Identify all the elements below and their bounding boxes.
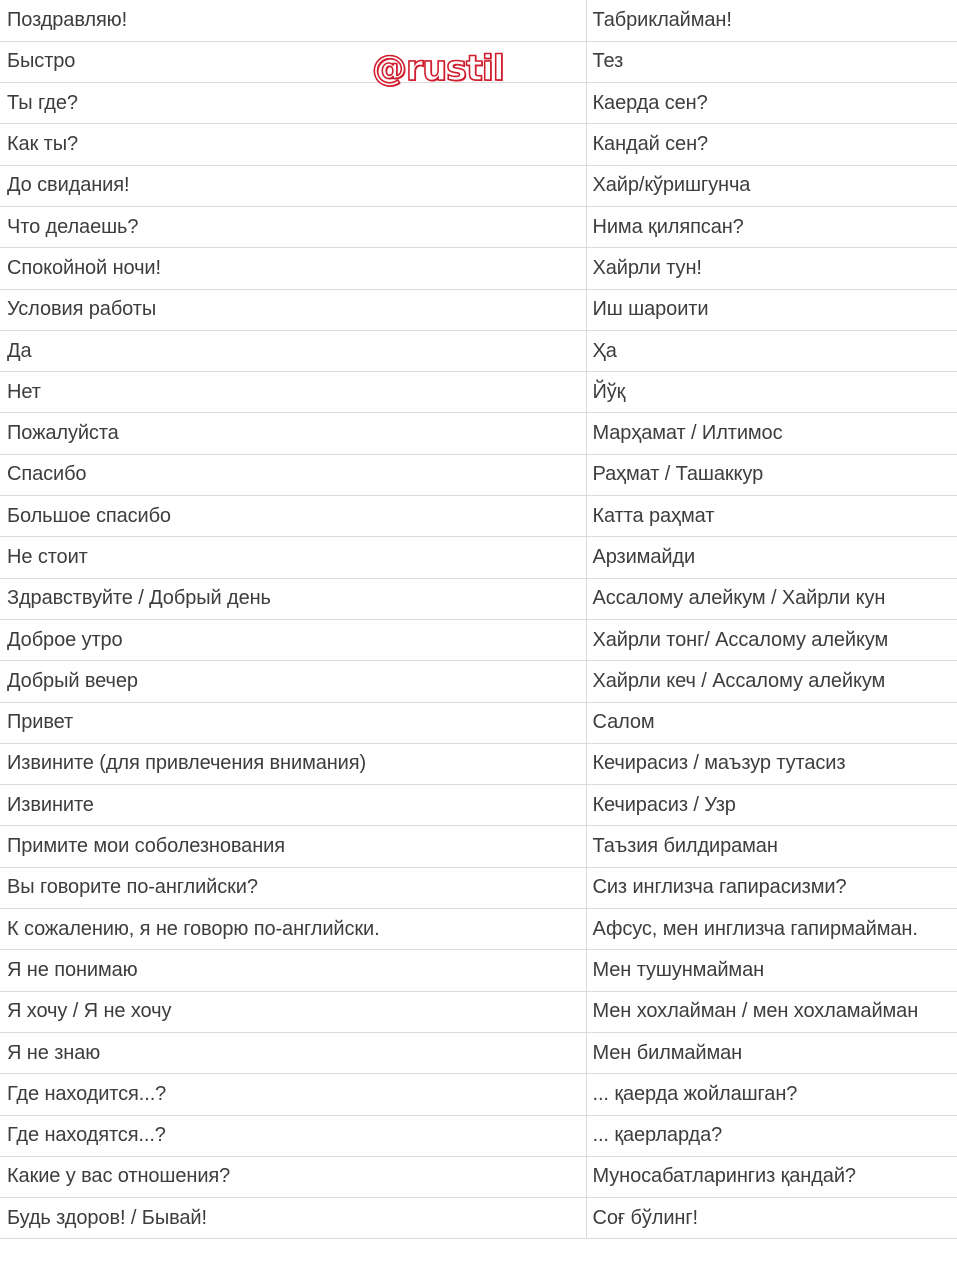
russian-phrase: Доброе утро — [0, 619, 586, 660]
russian-phrase: Да — [0, 330, 586, 371]
watermark: @rustil — [372, 49, 504, 89]
uzbek-phrase: Кечирасиз / маъзур тутасиз — [586, 743, 957, 784]
table-row — [0, 454, 957, 495]
table-row — [0, 1115, 957, 1156]
table-row — [0, 41, 957, 82]
uzbek-phrase: Таъзия билдираман — [586, 826, 957, 867]
table-row — [0, 372, 957, 413]
uzbek-phrase: Муносабатларингиз қандай? — [586, 1156, 957, 1197]
table-row — [0, 702, 957, 743]
russian-phrase: Какие у вас отношения? — [0, 1156, 586, 1197]
uzbek-phrase: Тез — [586, 41, 957, 82]
uzbek-phrase: Ассалому алейкум / Хайрли кун — [586, 578, 957, 619]
uzbek-phrase: Ҳа — [586, 330, 957, 371]
uzbek-phrase: Хайрли тун! — [586, 248, 957, 289]
table-row — [0, 1032, 957, 1073]
russian-phrase: Привет — [0, 702, 586, 743]
uzbek-phrase: Иш шароити — [586, 289, 957, 330]
uzbek-phrase: Сиз инглизча гапирасизми? — [586, 867, 957, 908]
russian-phrase: Будь здоров! / Бывай! — [0, 1198, 586, 1239]
table-row — [0, 950, 957, 991]
uzbek-phrase: Хайрли тонг/ Ассалому алейкум — [586, 619, 957, 660]
uzbek-phrase: Мен хохлайман / мен хохламайман — [586, 991, 957, 1032]
russian-phrase: Я хочу / Я не хочу — [0, 991, 586, 1032]
table-row — [0, 330, 957, 371]
uzbek-phrase: Афсус, мен инглизча гапирмайман. — [586, 909, 957, 950]
russian-phrase: Извините — [0, 785, 586, 826]
table-row — [0, 661, 957, 702]
russian-phrase: Я не понимаю — [0, 950, 586, 991]
table-row — [0, 83, 957, 124]
russian-phrase: Где находятся...? — [0, 1115, 586, 1156]
uzbek-phrase: Раҳмат / Ташаккур — [586, 454, 957, 495]
russian-phrase: К сожалению, я не говорю по-английски. — [0, 909, 586, 950]
table-row — [0, 0, 957, 41]
uzbek-phrase: Каерда сен? — [586, 83, 957, 124]
russian-phrase: Здравствуйте / Добрый день — [0, 578, 586, 619]
table-row — [0, 537, 957, 578]
uzbek-phrase: Йўқ — [586, 372, 957, 413]
table-row — [0, 578, 957, 619]
uzbek-phrase: Мен билмайман — [586, 1032, 957, 1073]
table-row — [0, 867, 957, 908]
russian-phrase: Что делаешь? — [0, 206, 586, 247]
russian-phrase: Пожалуйста — [0, 413, 586, 454]
table-row — [0, 619, 957, 660]
table-row — [0, 1156, 957, 1197]
uzbek-phrase: Хайр/кўришгунча — [586, 165, 957, 206]
table-row — [0, 206, 957, 247]
russian-phrase: Вы говорите по-английски? — [0, 867, 586, 908]
russian-phrase: Я не знаю — [0, 1032, 586, 1073]
uzbek-phrase: Хайрли кеч / Ассалому алейкум — [586, 661, 957, 702]
table-row — [0, 165, 957, 206]
uzbek-phrase: Кандай сен? — [586, 124, 957, 165]
russian-phrase: Извините (для привлечения внимания) — [0, 743, 586, 784]
russian-phrase: Спасибо — [0, 454, 586, 495]
uzbek-phrase: Кечирасиз / Узр — [586, 785, 957, 826]
russian-phrase: Поздравляю! — [0, 0, 586, 41]
russian-phrase: До свидания! — [0, 165, 586, 206]
russian-phrase: Как ты? — [0, 124, 586, 165]
table-row — [0, 909, 957, 950]
uzbek-phrase: Табриклайман! — [586, 0, 957, 41]
table-row — [0, 413, 957, 454]
table-row — [0, 991, 957, 1032]
russian-phrase: Условия работы — [0, 289, 586, 330]
russian-phrase: Где находится...? — [0, 1074, 586, 1115]
russian-phrase: Спокойной ночи! — [0, 248, 586, 289]
russian-phrase: Большое спасибо — [0, 496, 586, 537]
uzbek-phrase: Соғ бўлинг! — [586, 1198, 957, 1239]
table-row — [0, 826, 957, 867]
uzbek-phrase: Салом — [586, 702, 957, 743]
table-row — [0, 124, 957, 165]
uzbek-phrase: Нима қиляпсан? — [586, 206, 957, 247]
russian-phrase: Нет — [0, 372, 586, 413]
russian-phrase: Не стоит — [0, 537, 586, 578]
russian-phrase: Ты где? — [0, 83, 586, 124]
russian-phrase: Добрый вечер — [0, 661, 586, 702]
uzbek-phrase: Катта раҳмат — [586, 496, 957, 537]
russian-phrase: Примите мои соболезнования — [0, 826, 586, 867]
table-row — [0, 496, 957, 537]
table-row — [0, 289, 957, 330]
table-row — [0, 248, 957, 289]
table-row — [0, 785, 957, 826]
uzbek-phrase: ... қаерларда? — [586, 1115, 957, 1156]
uzbek-phrase: ... қаерда жойлашган? — [586, 1074, 957, 1115]
uzbek-phrase: Мен тушунмайман — [586, 950, 957, 991]
russian-phrase: Быстро — [0, 41, 586, 82]
table-row — [0, 1198, 957, 1239]
table-row — [0, 743, 957, 784]
uzbek-phrase: Арзимайди — [586, 537, 957, 578]
table-row — [0, 1074, 957, 1115]
uzbek-phrase: Марҳамат / Илтимос — [586, 413, 957, 454]
